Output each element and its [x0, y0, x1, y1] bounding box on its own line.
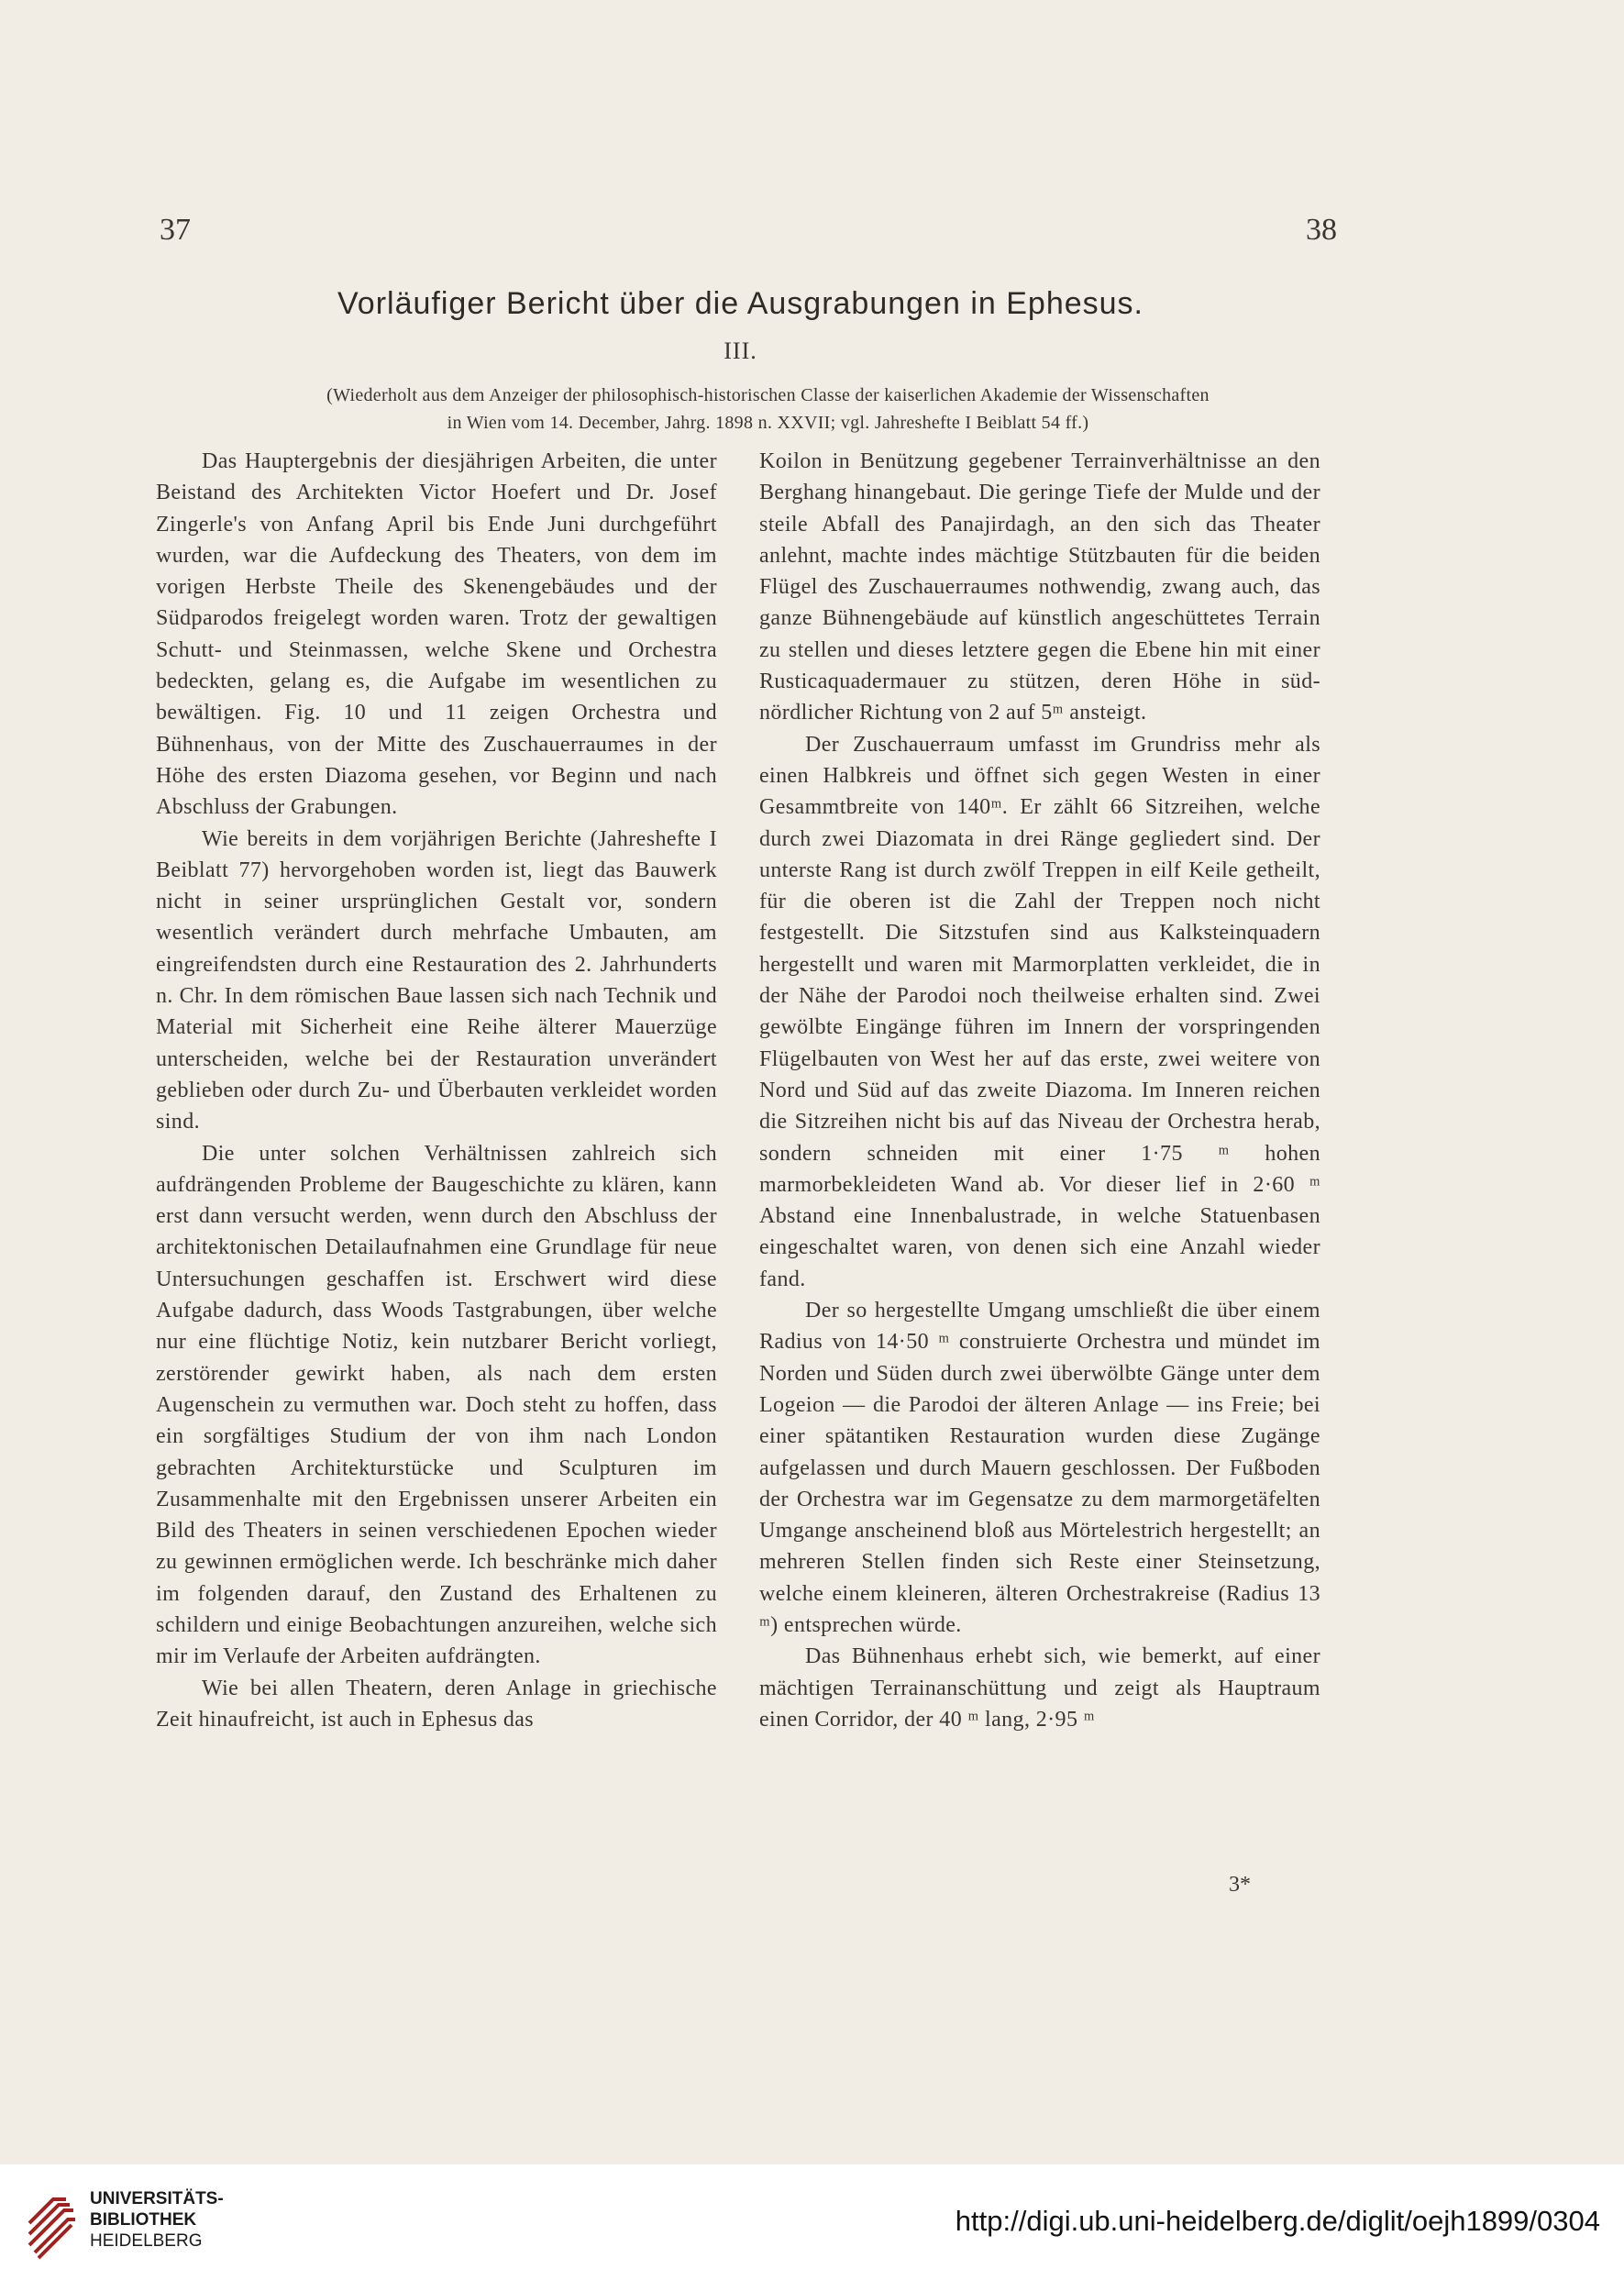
sheet-signature: 3*	[1229, 1873, 1251, 1897]
paragraph: Das Hauptergebnis der diesjährigen Arbeiten, die unter Beistand des Architekten Victor Hoefert und Dr. Josef Zingerle's von Anfang April bis Ende Juni durchgeführt wurden, war die Aufdeckung des Theaters, von dem im vorigen Herbste Theile des Skenengebäudes und der Südparodos freigelegt worden waren. Trotz der gewaltigen Schutt- und Steinmassen, welche Skene und Orchestra bedeckten, gelang es, die Aufgabe im wesentlichen zu bewältigen. Fig. 10 und 11 zeigen Orchestra und Bühnenhaus, von der Mitte des Zuschauerraumes in der Höhe des ersten Diazoma gesehen, vor Beginn und nach Abschluss der Grabungen.	[156, 449, 717, 820]
library-name-line: BIBLIOTHEK	[90, 2210, 197, 2230]
library-name-line: HEIDELBERG	[90, 2231, 203, 2251]
subtitle-line: (Wiederholt aus dem Anzeiger der philosophisch-historischen Classe der kaiserlichen Akademie der Wissenschaften	[326, 385, 1210, 405]
page-number-right: 38	[1306, 213, 1337, 247]
paragraph: Wie bei allen Theatern, deren Anlage in griechische Zeit hinaufreicht, ist auch in Ephesus das	[156, 1676, 717, 1732]
footer-bar	[0, 2164, 1624, 2280]
library-name-line: UNIVERSITÄTS-	[90, 2189, 224, 2208]
paragraph: Wie bereits in dem vorjährigen Berichte (Jahreshefte I Beiblatt 77) hervorgehoben worden ist, liegt das Bauwerk nicht in seiner ursprünglichen Gestalt vor, sondern wesentlich verändert durch mehrfache Umbauten, am eingreifendsten durch eine Restauration des 2. Jahrhunderts n. Chr. In dem römischen Baue lassen sich nach Technik und Material mit Sicherheit eine Reihe älterer Mauerzüge unterscheiden, welche bei der Restauration unverändert geblieben oder durch Zu- und Überbauten verkleidet worden sind.	[156, 826, 717, 1134]
paragraph: Der so hergestellte Umgang umschließt die über einem Radius von 14·50 ᵐ construierte Orchestra und mündet im Norden und Süden durch zwei überwölbte Gänge unter dem Logeion — die Parodoi der älteren Anlage — ins Freie; bei einer spätantiken Restauration wurden diese Zugänge aufgelassen und durch Mauern geschlossen. Der Fußboden der Orchestra war im Gegensatze zu dem marmorgetäfelten Umgange anscheinend bloß aus Mörtelestrich hergestellt; an mehreren Stellen finden sich Reste einer Steinsetzung, welche einem kleineren, älteren Orchestrakreise (Radius 13 ᵐ) entsprechen würde.	[759, 1299, 1320, 1637]
paragraph: Die unter solchen Verhältnissen zahlreich sich aufdrängenden Probleme der Baugeschichte zu klären, kann erst dann versucht werden, wenn durch den Abschluss der architektonischen Detailaufnahmen eine Grundlage für neue Untersuchungen geschaffen ist. Erschwert wird diese Aufgabe dadurch, dass Woods Tastgrabungen, über welche nur eine flüchtige Notiz, kein nutzbarer Bericht vorliegt, zerstörender gewirkt haben, als nach dem ersten Augenschein zu vermuthen war. Doch steht zu hoffen, dass ein sorgfältiges Studium der von ihm nach London gebrachten Architekturstücke und Sculpturen im Zusammenhalte mit den Ergebnissen unserer Arbeiten ein Bild des Theaters in seinen verschiedenen Epochen wieder zu gewinnen ermöglichen werde. Ich beschränke mich daher im folgenden darauf, den Zustand des Erhaltenen zu schildern und einige Beobachtungen anzureihen, welche sich mir im Verlaufe der Arbeiten aufdrängten.	[156, 1141, 717, 1669]
right-column	[759, 446, 1320, 1735]
paragraph: Der Zuschauerraum umfasst im Grundriss mehr als einen Halbkreis und öffnet sich gegen Westen in einer Gesammtbreite von 140ᵐ. Er zählt 66 Sitzreihen, welche durch zwei Diazomata in drei Ränge gegliedert sind. Der unterste Rang ist durch zwölf Treppen in eilf Keile getheilt, für die oberen ist die Zahl der Treppen noch nicht festgestellt. Die Sitzstufen sind aus Kalksteinquadern hergestellt und waren mit Marmorplatten verkleidet, die in der Nähe der Parodoi noch theilweise erhalten sind. Zwei gewölbte Eingänge führen im Innern der vorspringenden Flügelbauten von West her auf das erste, zwei weitere von Nord und Süd auf das zweite Diazoma. Im Inneren reichen die Sitzreihen nicht bis auf das Niveau der Orchestra herab, sondern schneiden mit einer 1·75 ᵐ hohen marmorbekleideten Wand ab. Vor dieser lief in 2·60 ᵐ Abstand eine Innenbalustrade, in welche Statuenbasen eingeschaltet waren, von denen sich eine Anzahl wieder fand.	[759, 732, 1320, 1291]
page-number-left: 37	[160, 213, 191, 247]
permalink-url[interactable]: http://digi.ub.uni-heidelberg.de/diglit/oejh1899/0304	[955, 2205, 1600, 2237]
left-column	[156, 446, 717, 1735]
paragraph: Das Bühnenhaus erhebt sich, wie bemerkt, auf einer mächtigen Terrainanschüttung und zeigt als Hauptraum einen Corridor, der 40 ᵐ lang, 2·95 ᵐ	[759, 1644, 1320, 1732]
paragraph: Koilon in Benützung gegebener Terrainverhältnisse an den Berghang hinangebaut. Die geringe Tiefe der Mulde und der steile Abfall des Panajirdagh, an den sich das Theater anlehnt, machte indes mächtige Stützbauten für die beiden Flügel des Zuschauerraumes nothwendig, zwang auch, das ganze Bühnengebäude auf künstlich angeschüttetes Terrain zu stellen und dieses letztere gegen die Ebene hin mit einer Rusticaquadermauer zu stützen, deren Höhe in süd-nördlicher Richtung von 2 auf 5ᵐ ansteigt.	[759, 449, 1320, 725]
page-title: Vorläufiger Bericht über die Ausgrabungen in Ephesus.	[337, 286, 1143, 321]
subtitle-line: in Wien vom 14. December, Jahrg. 1898 n. XXVII; vgl. Jahreshefte I Beiblatt 54 ff.)	[447, 413, 1089, 433]
library-logo-icon	[22, 2179, 77, 2262]
library-name	[90, 2188, 224, 2252]
part-number: III.	[724, 338, 757, 364]
subtitle	[183, 382, 1353, 437]
